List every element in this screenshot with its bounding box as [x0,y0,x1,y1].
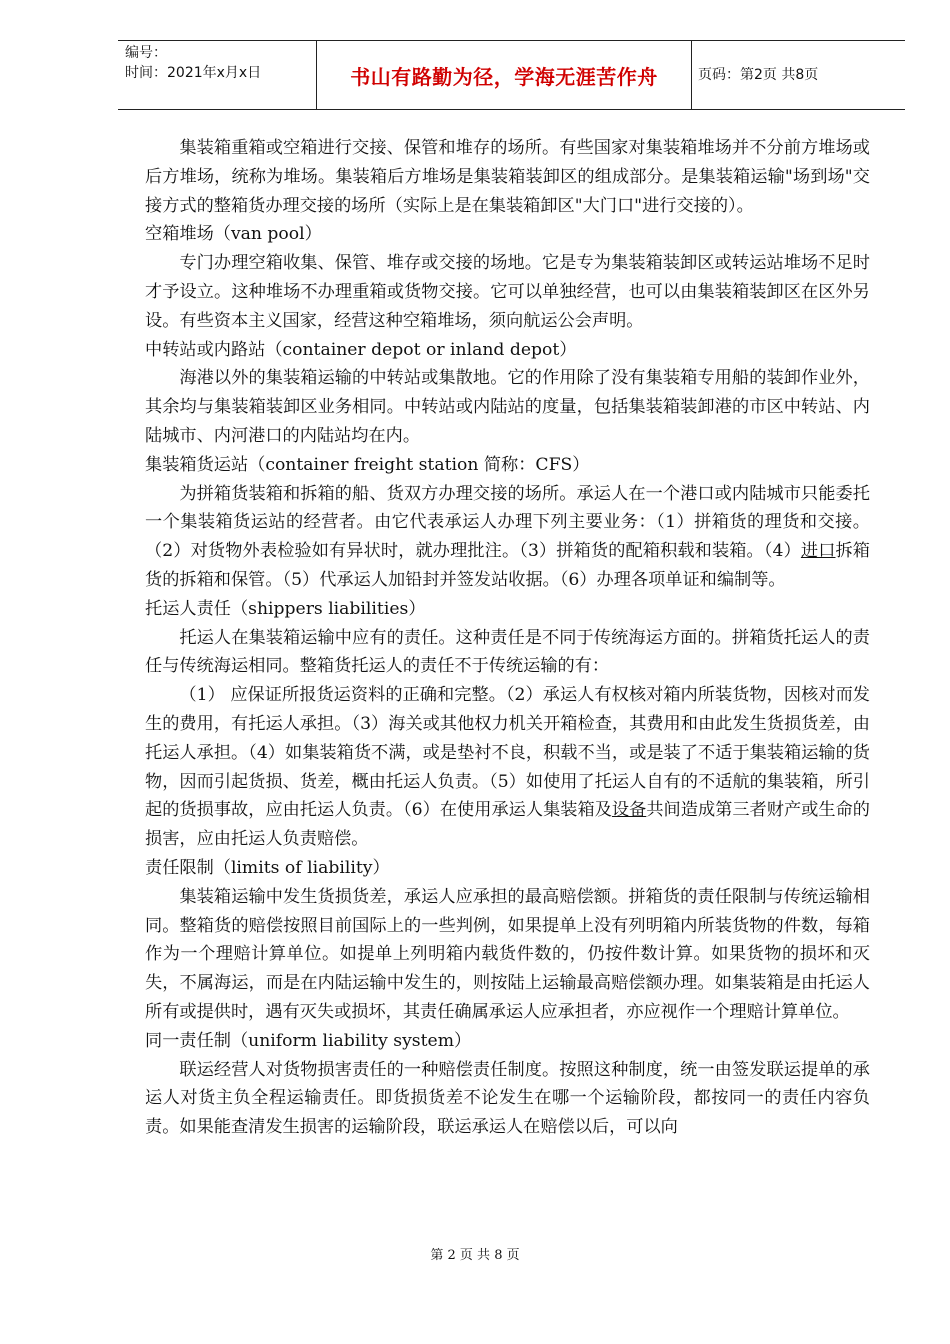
header-page-number: 页码：第2页 共8页 [698,67,819,83]
paragraph-cfs-part1: 为拼箱货装箱和拆箱的船、货双方办理交接的场所。承运人在一个港口或内陆城市只能委托一个集装箱货运站的经营者。由它代表承运人办理下列主要业务：（1）拼箱货的理货和交接。（2）对货物外表检验如有异状时，就办理批注。（3）拼箱货的配箱积载和装箱。（4） [145,483,870,562]
paragraph-cfs [145,480,870,595]
paragraph-van-pool: 专门办理空箱收集、保管、堆存或交接的场地。它是专为集装箱装卸区或转运站堆场不足时才予设立。这种堆场不办理重箱或货物交接。它可以单独经营，也可以由集装箱装卸区在区外另设。有些资本主义国家，经营这种空箱堆场，须向航运公会声明。 [145,253,870,331]
heading-container-depot: 中转站或内路站（container depot or inland depot） [145,339,577,360]
paragraph-shipper-liabilities: 托运人在集装箱运输中应有的责任。这种责任是不同于传统海运方面的。拼箱货托运人的责任与传统海运相同。整箱货托运人的责任不于传统运输的有： [145,627,870,677]
paragraph-container-yard: 集装箱重箱或空箱进行交接、保管和堆存的场所。有些国家对集装箱堆场并不分前方堆场或后方堆场，统称为堆场。集装箱后方堆场是集装箱装卸区的组成部分。是集装箱运输"场到场"交接方式的整箱货办理交接的场所（实际上是在集装箱卸区"大门口"进行交接的）。 [145,138,870,216]
paragraph-shipper-list-part1: （1） 应保证所报货运资料的正确和完整。（2）承运人有权核对箱内所装货物，因核对而发生的费用，有托运人承担。（3）海关或其他权力机关开箱检查，其费用和由此发生货损货差，由托运人承担。（4）如集装箱货不满，或是垫衬不良，积载不当，或是装了不适于集装箱运输的货物，因而引起货损、货差，概由托运人负责。（5）如使用了托运人自有的不适航的集装箱，所引起的货损事故，应由托运人负责。（6）在使用承运人集装箱及 [145,685,870,821]
heading-limits-of-liability: 责任限制（limits of liability） [145,857,390,878]
heading-van-pool: 空箱堆场（van pool） [145,224,322,245]
paragraph-uniform-liability: 联运经营人对货物损害责任的一种赔偿责任制度。按照这种制度，统一由签发联运提单的承运人对货主负全程运输责任。即货损货差不论发生在哪一个运输阶段，都按同一的责任内容负责。如果能查清发生损害的运输阶段，联运承运人在赔偿以后，可以向 [145,1059,870,1138]
header-info-cell [118,41,316,109]
paragraph-shipper-list [145,681,870,854]
document-header [118,40,905,110]
heading-uniform-liability: 同一责任制（uniform liability system） [145,1030,472,1051]
header-motto-cell [316,41,692,109]
document-number-label: 编号： [125,45,167,61]
import-link[interactable]: 进口 [800,541,836,562]
heading-shipper-liabilities: 托运人责任（shippers liabilities） [145,598,426,619]
paragraph-cfs-part2: 拆箱货的拆箱和保管。（5）代承运人加铅封并签发站收据。（6）办理各项单证和编制等。 [145,541,870,590]
heading-cfs: 集装箱货运站（container freight station 简称：CFS） [145,454,590,475]
document-body [145,134,870,1142]
paragraph-limits-of-liability: 集装箱运输中发生货损货差，承运人应承担的最高赔偿额。拼箱货的责任限制与传统运输相同。整箱货的赔偿按照目前国际上的一些判例，如果提单上没有列明箱内所装货物的件数，每箱作为一个理赔计算单位。如提单上列明箱内载货件数的，仍按件数计算。如果货物的损坏和灭失，不属海运，而是在内陆运输中发生的，则按陆上运输最高赔偿额办理。如集装箱是由托运人所有或提供时，遇有灭失或损坏，其责任确属承运人应承担者，亦应视作一个理赔计算单位。 [145,886,870,1022]
equipment-link[interactable]: 设备 [611,800,647,821]
paragraph-container-depot: 海港以外的集装箱运输的中转站或集散地。它的作用除了没有集装箱专用船的装卸作业外，其余均与集装箱装卸区业务相同。中转站或内陆站的度量，包括集装箱装卸港的市区中转站、内陆城市、内河港口的内陆站均在内。 [145,368,870,446]
header-page-cell [690,41,905,109]
header-motto: 书山有路勤为径，学海无涯苦作舟 [350,65,658,89]
page-footer: 第 2 页 共 8 页 [430,1248,520,1263]
paragraph-shipper-list-part2: 共间造成第三者财产或生命的损害，应由托运人负责赔偿。 [145,800,870,850]
document-time-label: 时间：2021年x月x日 [125,65,262,81]
